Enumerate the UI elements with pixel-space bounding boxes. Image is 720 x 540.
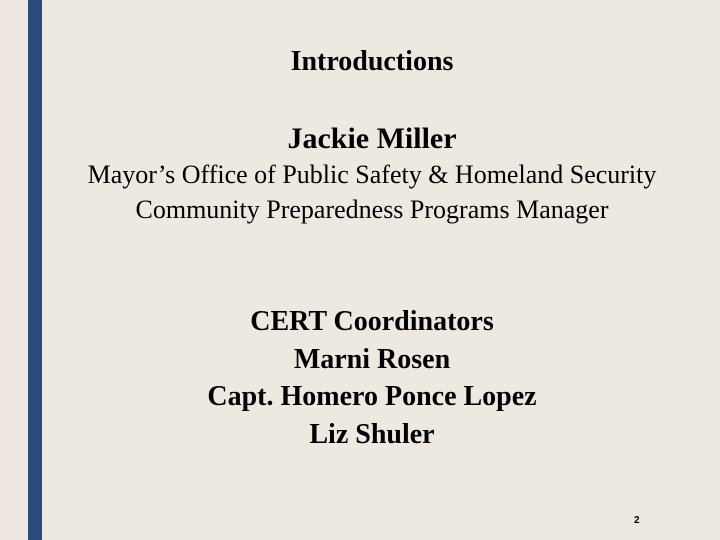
- speaker-role: Community Preparedness Programs Manager: [135, 195, 609, 224]
- coordinators-block: [42, 303, 702, 453]
- slide-title: Introductions: [290, 46, 454, 77]
- coordinators-heading: CERT Coordinators: [250, 306, 494, 337]
- accent-bar: [28, 0, 42, 540]
- speaker-organization: Mayor’s Office of Public Safety & Homeland Security: [87, 160, 657, 189]
- coordinator-name: Liz Shuler: [309, 418, 435, 450]
- coordinator-name: Marni Rosen: [293, 343, 451, 375]
- coordinator-name: Capt. Homero Ponce Lopez: [207, 381, 537, 412]
- page-number: 2: [634, 515, 640, 526]
- speaker-name: Jackie Miller: [287, 122, 457, 155]
